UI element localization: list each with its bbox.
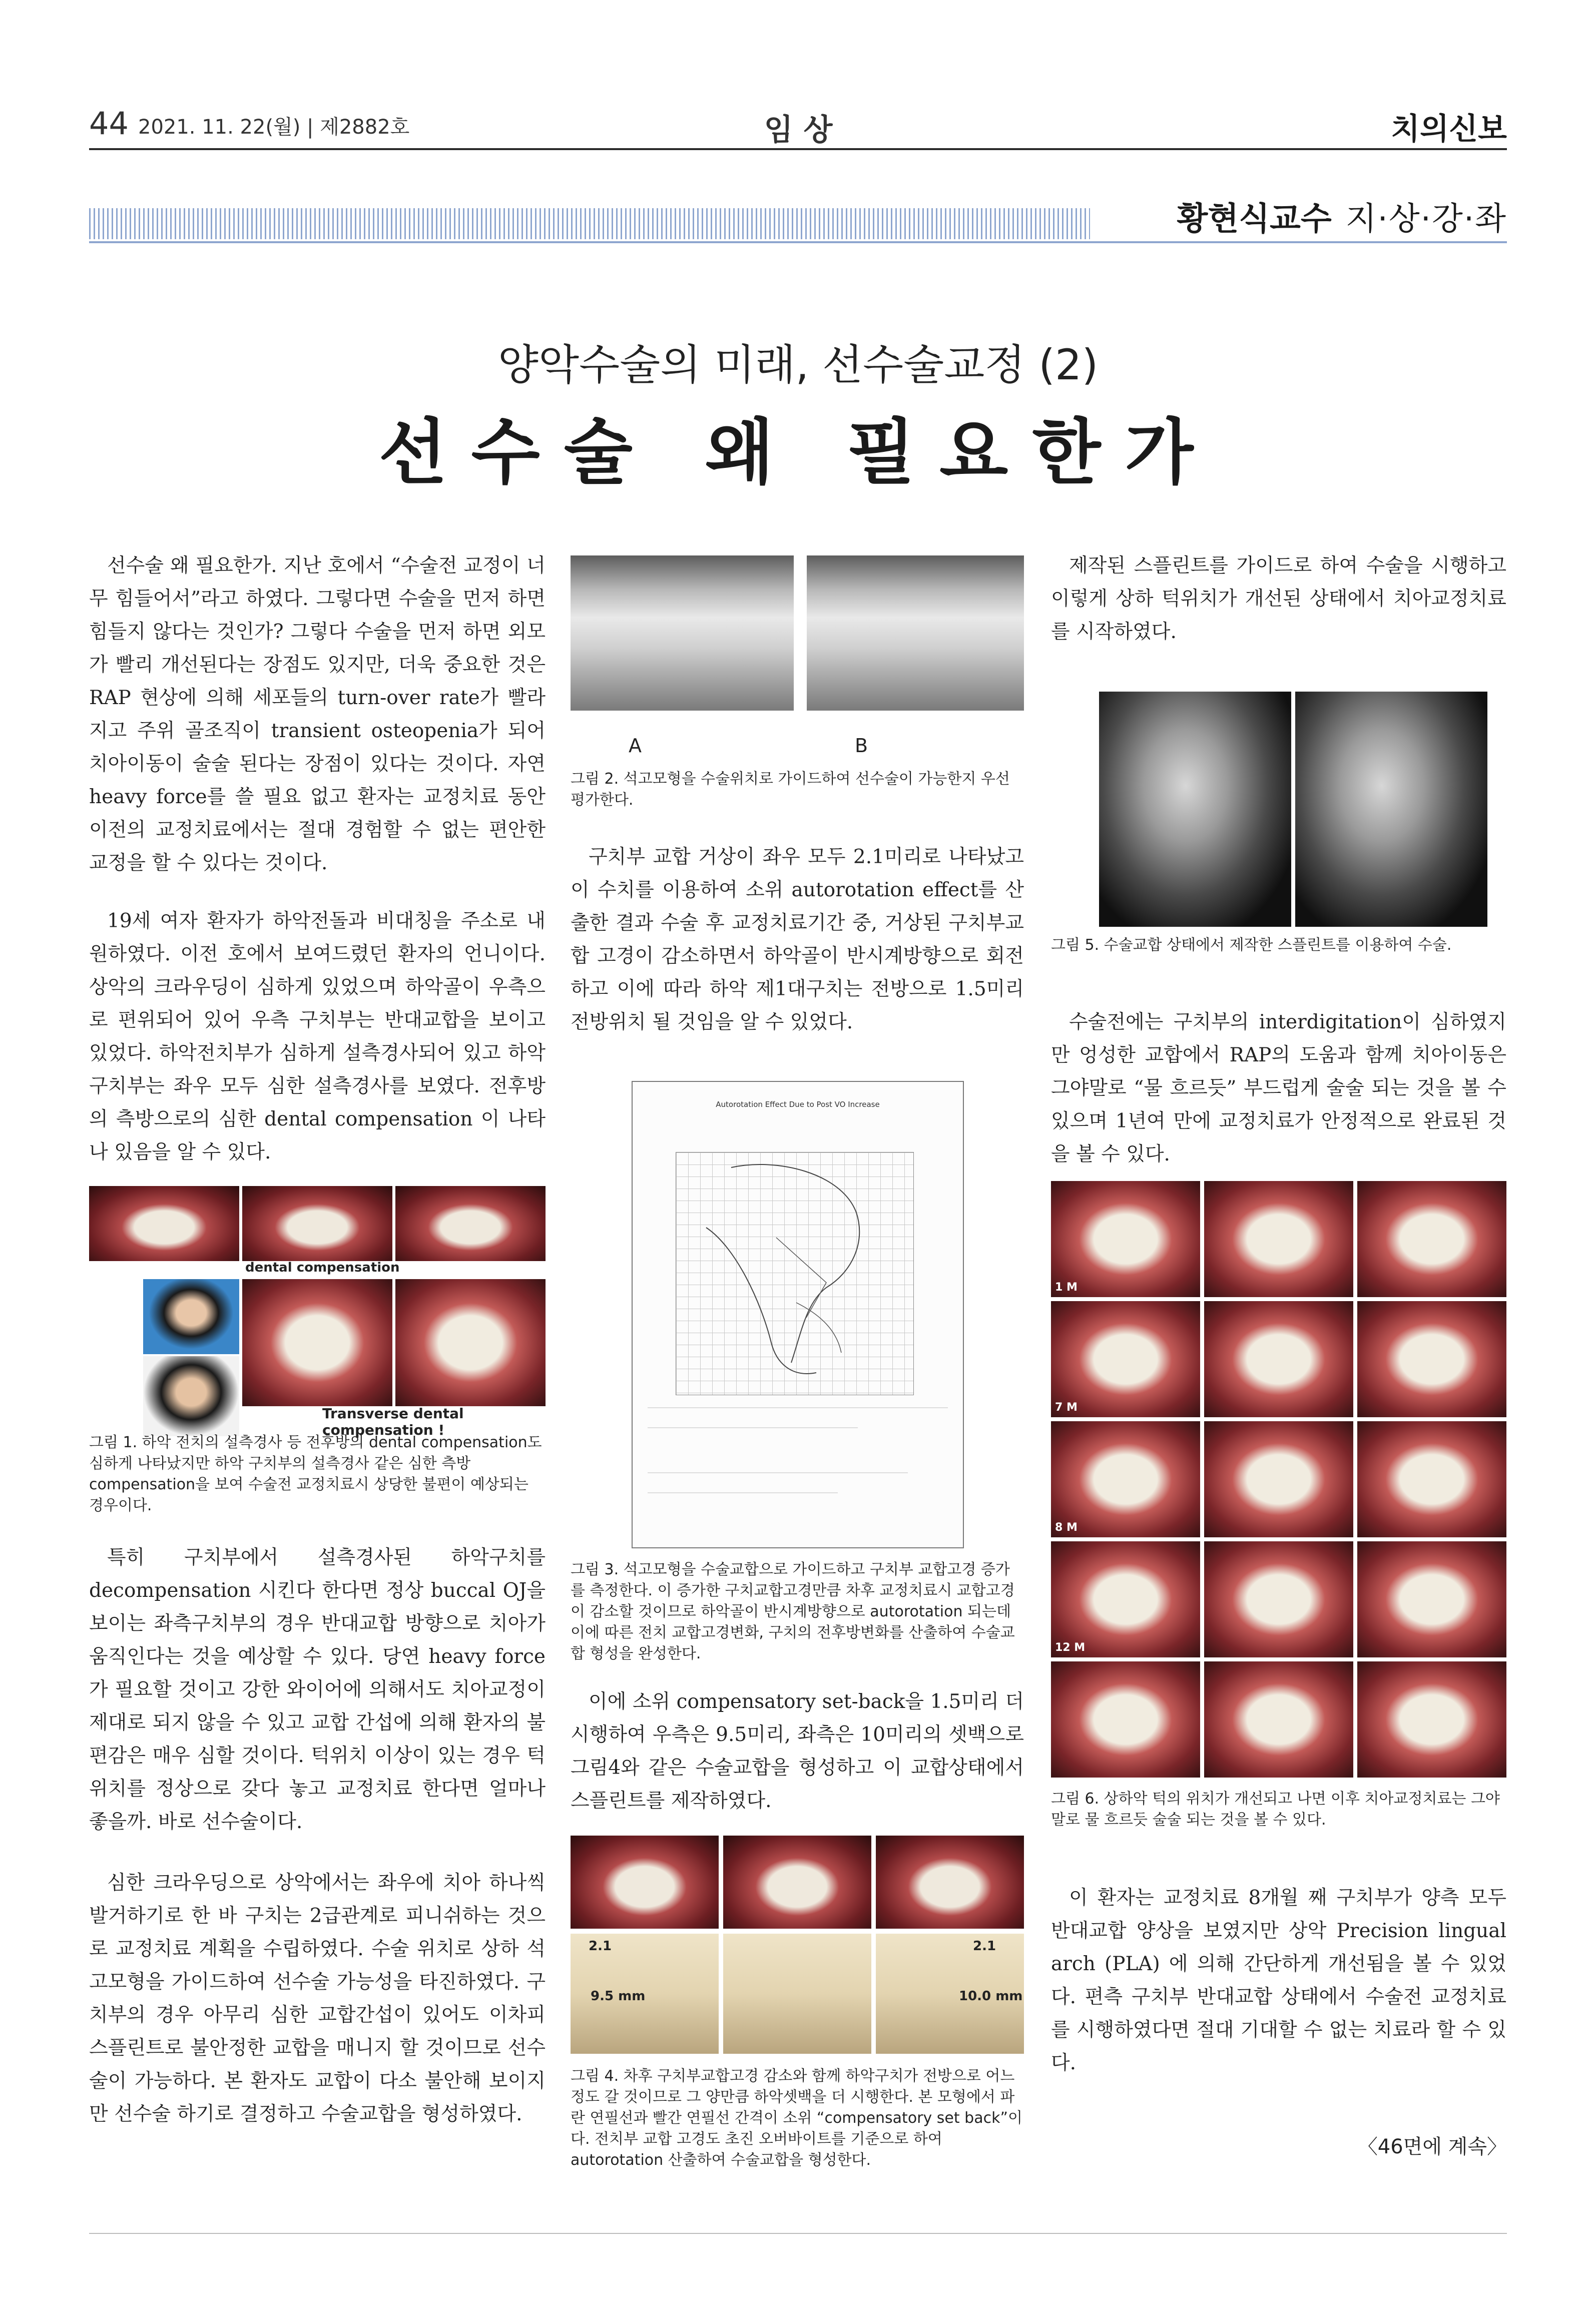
figure-4 [571, 1836, 1024, 2056]
fig1-intraoral-left [395, 1186, 546, 1261]
fig6-photo [1357, 1181, 1506, 1297]
series-author: 황현식교수 [1177, 201, 1332, 238]
fig3-tracing [676, 1152, 913, 1395]
fig3-note-line-1 [648, 1407, 948, 1408]
fig6-photo [1357, 1541, 1506, 1657]
body-paragraph-6: 이에 소위 compensatory set-back을 1.5미리 더 시행하여 우측은 9.5미리, 좌측은 10미리의 셋백으로 그림4와 같은 수술교합을 형성하고 이 교합상태에서 스플린트를 제작하였다. [571, 1690, 1024, 1812]
fig6-photo [1051, 1421, 1200, 1537]
fig6-photo [1204, 1181, 1353, 1297]
fig4-model-front [723, 1934, 871, 2054]
fig6-photo [1051, 1541, 1200, 1657]
fig6-photo [1204, 1661, 1353, 1778]
fig6-photo [1051, 1301, 1200, 1417]
fig6-photo [1204, 1301, 1353, 1417]
fig1-intraoral-front [242, 1186, 392, 1261]
fig2-photo-b [807, 555, 1024, 711]
figure-6-caption: 그림 6. 상하악 턱의 위치가 개선되고 나면 이후 치아교정치료는 그야말로 물 흐르듯 술술 되는 것을 볼 수 있다. [1051, 1790, 1500, 1829]
footer-rule [89, 2233, 1507, 2234]
article-subtitle: 양악수술의 미래, 선수술교정 (2) [497, 340, 1099, 389]
fig6-photo [1204, 1421, 1353, 1537]
fig4-intraoral-left [876, 1836, 1024, 1929]
fig3-note-line-4 [648, 1492, 838, 1493]
figure-4-caption: 그림 4. 차후 구치부교합고경 감소와 함께 하악구치가 전방으로 어느 정도 갈 것이므로 그 양만큼 하악셋백을 더 시행한다. 본 모형에서 파란 연필선과 빨간 연필선 간격이 소위 “compensatory set back”이다. 전치부 교합 고경도 초진 오버바이트를 기준으로 하여 autorotation 산출하여 수술교합을 형성한다. [571, 2067, 1023, 2169]
body-paragraph-1: 선수술 왜 필요한가. 지난 호에서 “수술전 교정이 너무 힘들어서”라고 하였다. 그렇다면 수술을 먼저 하면 힘들지 않다는 것인가? 그렇다 수술을 먼저 하면 외모가 빨리 개선된다는 장점도 있지만, 더욱 중요한 것은 RAP 현상에 의해 세포들의 turn-over rate가 빨라지고 주위 골조직이 transient osteopenia가 되어 치아이동이 술술 된다는 장점이 있다는 것이다. 자연 heavy force를 쓸 필요 없고 환자는 교정치료 동안 이전의 교정치료에서는 절대 경험할 수 없는 편안한 교정을 할 수 있다는 것이다. [89, 554, 546, 874]
newspaper-name: 치의신보 [1391, 112, 1507, 147]
page-number: 44 [89, 105, 129, 142]
fig3-note-line-2 [648, 1427, 858, 1428]
fig6-label-7m: 7 M [1055, 1401, 1078, 1414]
fig1-occlusal-upper [242, 1279, 392, 1406]
figure-2-caption: 그림 2. 석고모형을 수술위치로 가이드하여 선수술이 가능한지 우선 평가한다. [571, 770, 1010, 809]
fig4-label-r-mm: 9.5 mm [591, 1989, 646, 2004]
header-rule [89, 148, 1507, 150]
fig6-photo [1357, 1661, 1506, 1778]
body-paragraph-3: 특히 구치부에서 설측경사된 하악구치를 decompensation 시킨다 한다면 정상 buccal OJ을 보이는 좌측구치부의 경우 반대교합 방향으로 치아가 움직인다는 것을 예상할 수 있다. 당연 heavy force가 필요할 것이고 강한 와이어에 의해서도 치아교정이 제대로 되지 않을 수 있고 교합 간섭에 의해 환자의 불편감은 매우 심할 것이다. 턱위치 이상이 있는 경우 턱위치를 정상으로 갖다 놓고 교정치료 한다면 얼마나 좋을까. 바로 선수술이다. [89, 1546, 546, 1833]
fig6-photo [1051, 1661, 1200, 1778]
body-paragraph-7: 제작된 스플린트를 가이드로 하여 수술을 시행하고 이렇게 상하 턱위치가 개선된 상태에서 치아교정치료를 시작하였다. [1051, 554, 1506, 643]
fig4-label-l: 2.1 [973, 1939, 996, 1954]
body-paragraph-2: 19세 여자 환자가 하악전돌과 비대칭을 주소로 내원하였다. 이전 호에서 보여드렸던 환자의 언니이다. 상악의 크라우딩이 심하게 있었으며 하악골이 우측으로 편위되어 있어 우측 구치부는 반대교합을 보이고 있었다. 하악전치부가 심하게 설측경사되어 있고 하악 구치부는 좌우 모두 심한 설측경사를 보였다. 전후방의 측방으로의 심한 dental compensation 이 나타나 있음을 알 수 있다. [89, 910, 546, 1164]
fig5-xray-post [1295, 692, 1487, 927]
figure-3 [632, 1081, 964, 1548]
fig4-intraoral-right [571, 1836, 719, 1929]
body-paragraph-5: 구치부 교합 거상이 좌우 모두 2.1미리로 나타났고 이 수치를 이용하여 소위 autorotation effect를 산출한 결과 수술 후 교정치료기간 중, 거상된 구치부교합 고경이 감소하면서 하악골이 반시계방향으로 회전하고 이에 따라 하악 제1대구치는 전방으로 1.5미리 전방위치 될 것임을 알 수 있었다. [571, 846, 1024, 1033]
fig6-label-8m: 8 M [1055, 1521, 1078, 1534]
fig1-face-profile [143, 1356, 239, 1436]
series-title [1177, 193, 1507, 239]
fig6-photo [1357, 1301, 1506, 1417]
fig6-label-1m: 1 M [1055, 1281, 1078, 1294]
fig6-photo [1357, 1421, 1506, 1537]
series-decoration-band [89, 208, 1090, 239]
figure-1 [89, 1186, 546, 1438]
fig3-grid [676, 1152, 914, 1395]
fig4-intraoral-front [723, 1836, 871, 1929]
body-paragraph-4: 심한 크라우딩으로 상악에서는 좌우에 치아 하나씩 발거하기로 한 바 구치는 2급관계로 피니쉬하는 것으로 교정치료 계획을 수립하였다. 수술 위치로 상하 석고모형을 가이드하여 선수술 가능성을 타진하였다. 구치부의 경우 아무리 심한 교합간섭이 있어도 이차피 스플린트로 불안정한 교합을 매니지 할 것이므로 선수술이 가능하다. 본 환자도 교합이 다소 불안해 보이지만 선수술 하기로 결정하고 수술교합을 형성하였다. [89, 1872, 546, 2125]
series-name: 지·상·강·좌 [1345, 201, 1507, 238]
issue-date: 2021. 11. 22(월) | 제2882호 [138, 116, 410, 139]
section-name: 임 상 [764, 113, 833, 148]
fig1-label-dental-compensation: dental compensation [245, 1260, 400, 1275]
fig6-label-12m: 12 M [1055, 1641, 1086, 1654]
fig1-intraoral-right [89, 1186, 239, 1261]
fig1-label-transverse: Transverse dental compensation ! [322, 1405, 464, 1438]
body-paragraph-9: 이 환자는 교정치료 8개월 째 구치부가 양측 모두 반대교합 양상을 보였지만 상악 Precision lingual arch (PLA) 에 의해 간단하게 개선됨을 볼 수 있었다. 편측 구치부 반대교합 상태에서 수술전 교정치료를 시행하였다면 절대 기대할 수 없는 치료라 할 수 있다. [1051, 1887, 1506, 2074]
series-rule [89, 241, 1507, 243]
figure-1-caption: 그림 1. 하악 전치의 설측경사 등 전후방의 dental compensation도 심하게 나타났지만 하악 구치부의 설측경사 같은 심한 측방 compensation을 보여 수술전 교정치료시 상당한 불편이 예상되는 경우이다. [89, 1434, 542, 1514]
fig1-face-frontal [143, 1279, 239, 1354]
fig3-chart-title: Autorotation Effect Due to Post VO Increase [716, 1100, 880, 1109]
figure-5-caption: 그림 5. 수술교합 상태에서 제작한 스플린트를 이용하여 수술. [1051, 936, 1452, 954]
fig2-label-b: B [855, 735, 868, 757]
fig6-photo [1204, 1541, 1353, 1657]
article-title: 선수술 왜 필요한가 [378, 411, 1218, 494]
fig3-note-line-3 [648, 1472, 908, 1473]
fig2-photo-a [571, 555, 794, 711]
continued-notice: 〈46면에 계속〉 [1357, 2135, 1507, 2158]
fig6-photo [1051, 1181, 1200, 1297]
figure-3-caption: 그림 3. 석고모형을 수술교합으로 가이드하고 구치부 교합고경 증가를 측정한다. 이 증가한 구치교합고경만큼 차후 교정치료시 교합고경이 감소할 것이므로 하악골이 반시계방향으로 autorotation 되는데 이에 따른 전치 교합고경변화, 구치의 전후방변화를 산출하여 수술교합 형성을 완성한다. [571, 1561, 1015, 1662]
body-paragraph-8: 수술전에는 구치부의 interdigitation이 심하였지만 엉성한 교합에서 RAP의 도움과 함께 치아이동은 그야말로 “물 흐르듯” 부드럽게 술술 되는 것을 볼 수 있으며 1년여 만에 교정치료가 안정적으로 완료된 것을 볼 수 있다. [1051, 1011, 1506, 1166]
fig4-label-r: 2.1 [589, 1939, 612, 1954]
fig2-label-a: A [629, 735, 642, 757]
figure-6 [1051, 1181, 1506, 1782]
fig1-occlusal-lower [395, 1279, 546, 1406]
fig4-label-l-mm: 10.0 mm [959, 1989, 1023, 2004]
fig5-xray-pre [1099, 692, 1291, 927]
